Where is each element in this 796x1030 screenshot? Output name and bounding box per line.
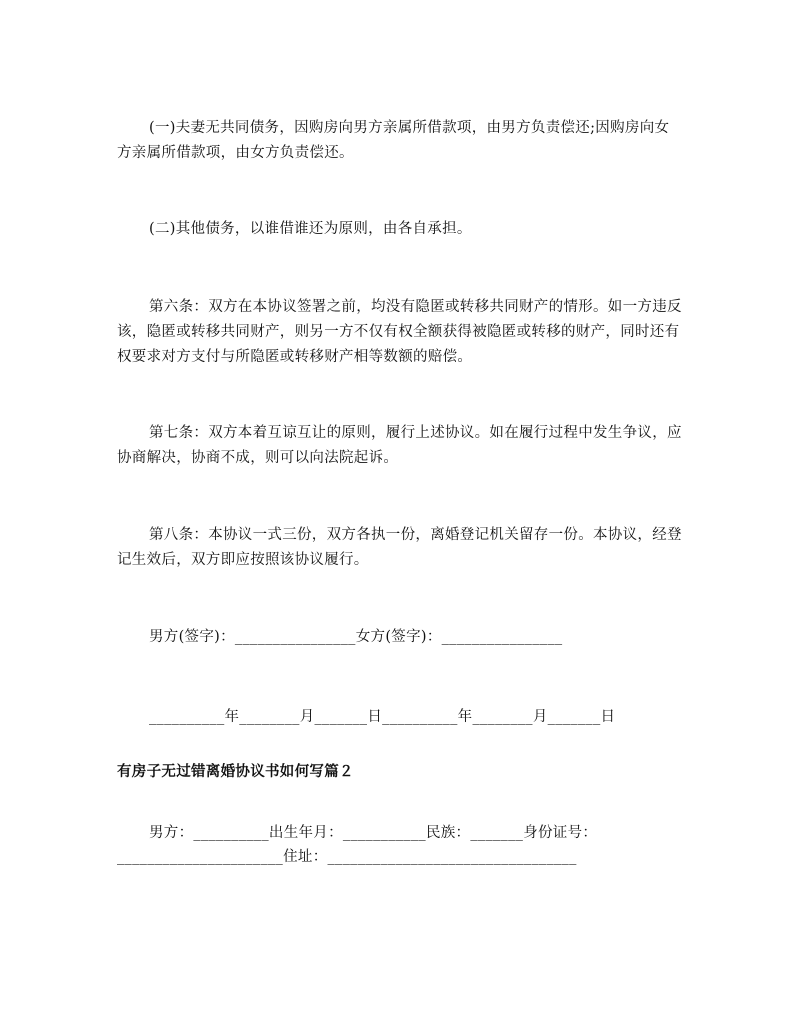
paragraph-article-6: 第六条：双方在本协议签署之前，均没有隐匿或转移共同财产的情形。如一方违反该，隐匿或转移共同财产，则另一方不仅有权全额获得被隐匿或转移的财产，同时还有权要求对方支付与所隐匿或转移财产相等数额的赔偿。 [117, 299, 682, 365]
info-line-1: 男方：__________出生年月：___________民族：_______身份证号： [149, 825, 598, 841]
paragraph-article-8: 第八条：本协议一式三份，双方各执一份，离婚登记机关留存一份。本协议，经登记生效后，双方即应按照该协议履行。 [117, 527, 682, 568]
section-heading: 有房子无过错离婚协议书如何写篇２ [117, 763, 354, 780]
paragraph-debt-2: (二)其他债务，以谁借谁还为原则，由各自承担。 [149, 221, 472, 237]
info-line-2: ______________________住址：_________________________________ [117, 849, 577, 865]
date-line: __________年________月_______日__________年________月_______日 [149, 709, 616, 725]
signature-line: 男方(签字)：________________女方(签字)：________________ [149, 629, 563, 645]
paragraph-debt-1: (一)夫妻无共同债务，因购房向男方亲属所借款项，由男方负责偿还;因购房向女方亲属所借款项，由女方负责偿还。 [117, 120, 670, 161]
paragraph-article-7: 第七条：双方本着互谅互让的原则，履行上述协议。如在履行过程中发生争议，应协商解决，协商不成，则可以向法院起诉。 [117, 425, 682, 466]
